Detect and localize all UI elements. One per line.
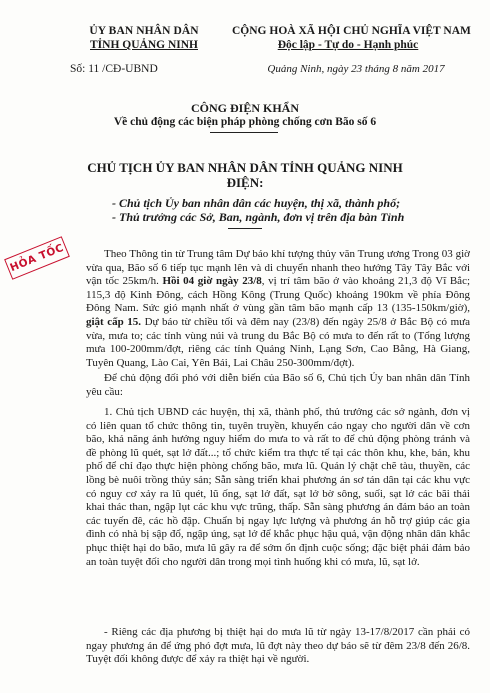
issuer-province: TỈNH QUẢNG NINH	[90, 39, 198, 51]
body-paragraph-directive-note: - Riêng các địa phương bị thiệt hại do mưa lũ từ ngày 13-17/8/2017 cần phải có ngay phương án để ứng phó đợt mưa, lũ đợt này theo dự báo sẽ từ đêm 23/8 đến 26/8. Tuyệt đối không được để xảy ra thiệt hại về người.	[86, 626, 470, 666]
issuer-block	[64, 24, 224, 75]
document-number: Số: 11 /CĐ-UBND	[70, 63, 158, 75]
body-text: Theo Thông tin từ Trung tâm Dự báo khí tượng thủy văn Trung ương Trong 03 giờ vừa qua, Bão số 6 tiếp tục mạnh lên và di chuyển nhanh theo hướng Tây Tây Bắc với vận tốc 25km/h.	[86, 248, 470, 288]
sender-title: CHỦ TỊCH ỦY BAN NHÂN DÂN TỈNH QUẢNG NINH	[87, 160, 403, 175]
national-header	[232, 24, 471, 75]
recipient-item: - Chủ tịch Ủy ban nhân dân các huyện, thị xã, thành phố;	[112, 196, 401, 210]
body-paragraph-request: Để chủ động đối phó với diễn biến của Bão số 6, Chủ tịch Ủy ban nhân dân Tỉnh yêu cầu:	[86, 372, 470, 398]
national-title: CỘNG HOÀ XÃ HỘI CHỦ NGHĨA VIỆT NAM	[232, 25, 471, 37]
divider	[210, 132, 278, 133]
document-date: Quảng Ninh, ngày 23 tháng 8 năm 2017	[267, 63, 445, 75]
document-type: CÔNG ĐIỆN KHẨN	[190, 101, 299, 115]
body-text: Dự báo từ chiều tối và đêm nay (23/8) đến ngày 25/8 ở Bắc Bộ có mưa vừa, mưa to; các tỉnh vùng núi và trung du Bắc Bộ có mưa to đến rất to (Tổng lượng mưa 100-200mm/đợt, riêng các tỉnh Quảng Ninh, Lạng Sơn, Cao Bằng, Hà Giang, Tuyên Quang, Lào Cai, Yên Bái, Lai Châu 250-300mm/đợt).	[86, 315, 470, 369]
national-motto: Độc lập - Tự do - Hạnh phúc	[277, 39, 419, 51]
issuer-org: ỦY BAN NHÂN DÂN	[89, 25, 199, 37]
body-text-bold: giật cấp 15.	[86, 315, 142, 328]
recipient-item: - Thủ trưởng các Sở, Ban, ngành, đơn vị trên địa bàn Tỉnh	[112, 210, 405, 224]
divider	[228, 228, 262, 229]
body-paragraph-directive-1: 1. Chủ tịch UBND các huyện, thị xã, thành phố, thủ trưởng các sở ngành, đơn vị có liên quan tổ chức thông tin, tuyên truyền, khuyến cáo ngay cho người dân về cơn bão, khả năng ảnh hưởng nguy hiểm do mưa to và rất to để chủ động phòng tránh và đề phòng lũ quét, sạt lở đất...; tổ chức kiểm tra thực tế tại các thôn khu, khe, bản, khu phố để chỉ đạo thực hiện phòng chống bão, mưa lũ. Quản lý chặt chẽ tàu, thuyền, các lồng bè nuôi trồng thủy sản; Sẵn sàng triển khai phương án sơ tán dân tại các khu vực có nguy cơ xảy ra lũ quét, lũ ống, sạt lở đất, sạt lở bờ sông, suối, sạt lở các bãi thải khai thác than, ngập lụt các khu vực trũng, thấp. Sẵn sàng phương án đảm bảo an toàn các tuyến đê, các hồ đập. Chuẩn bị ngay lực lượng và phương án hỗ trợ giúp các gia đình có nhà bị sập đổ, ngập úng, sạt lở để khắc phục hậu quả, vận động nhân dân khắc phục thiệt hại do bão, mưa lũ gây ra để sớm ổn định cuộc sống; đặc biệt phải đảm bảo an toàn tuyệt đối cho người dân trong mọi tình huống khi có mưa, lũ, sạt lở.	[86, 406, 470, 568]
sender-action: ĐIỆN:	[226, 175, 264, 190]
body-text-bold: Hồi 04 giờ ngày 23/8	[162, 275, 262, 288]
body-paragraph-forecast	[86, 248, 470, 370]
body-text: , vị trí tâm bão ở vào khoảng 21,3 độ Vĩ Bắc; 115,3 độ Kinh Đông, cách Hồng Kông (Trung Quốc) khoảng 190km về phía Đông Đông Nam. Sức gió mạnh nhất ở vùng gần tâm bão mạnh cấp 13 (135-150km/giờ),	[86, 275, 471, 315]
document-subject: Về chủ động các biện pháp phòng chống cơn Bão số 6	[113, 116, 377, 128]
urgent-stamp: HỎA TỐC	[4, 236, 70, 280]
